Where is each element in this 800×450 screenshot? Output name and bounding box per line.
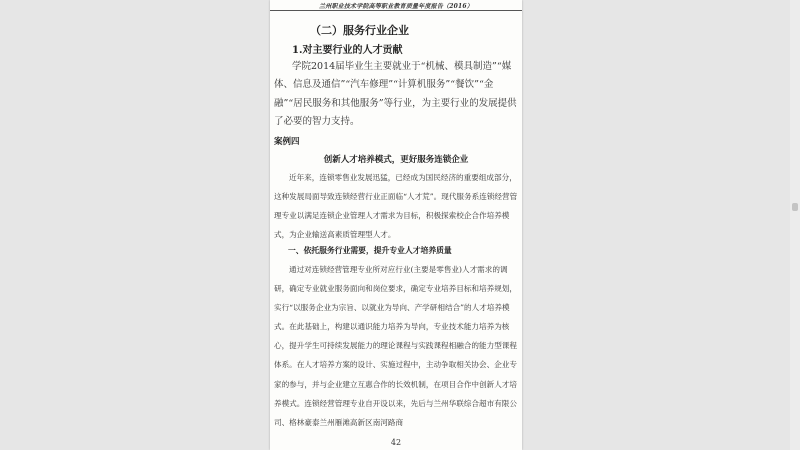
case-heading: 一、依托服务行业需要，提升专业人才培养质量 [288, 246, 452, 255]
body-paragraph: 学院2014届毕业生主要就业于“机械、模具制造”“媒体、信息及通信”“汽车修理”“计算机服务”“餐饮”“金融”“居民服务和其他服务”等行业，为主要行业的发展提供了必要的智力支持。 [274, 61, 517, 127]
case-label: 案例四 [274, 137, 300, 147]
header-divider [270, 10, 522, 11]
subsection-title: 1.对主要行业的人才贡献 [292, 45, 403, 56]
case-paragraph-2: 通过对连锁经营管理专业所对应行业(主要是零售业)人才需求的调研，确定专业就业服务面向和岗位要求，确定专业培养目标和培养规划，实行“以服务企业为宗旨、以就业为导向、产学研相结合”的人才培养模式。在此基础上，构建以通识能力培养为导向，专业技术能力培养为核心，提升学生可持续发展能力的理论课程与实践课程相融合的能力型课程体系。在人才培养方案的设计、实施过程中，主动争取相关协会、企业专家的参与，并与企业建立互惠合作的长效机制，在项目合作中创新人才培养模式。连锁经营管理专业自开设以来，先后与兰州华联综合超市有限公司、格林豪泰兰州雁滩高新区南河路商 [274, 265, 517, 427]
page-number: 42 [390, 438, 402, 447]
running-header: 兰州职业技术学院高等职业教育质量年度报告（2016） [319, 3, 473, 10]
document-page [270, 0, 522, 450]
case-title: 创新人才培养模式，更好服务连锁企业 [323, 155, 469, 165]
case-paragraph-1: 近年来，连锁零售业发展迅猛，已经成为国民经济的重要组成部分，这种发展局面导致连锁经营行业正面临“人才荒”。现代服务系连锁经营管理专业以满足连锁企业管理人才需求为目标，积极探索校企合作培养模式，为企业输送高素质管理型人才。 [274, 173, 518, 240]
scrollbar-thumb[interactable] [792, 203, 798, 211]
vertical-scrollbar[interactable] [790, 0, 800, 450]
section-title: （二）服务行业企业 [310, 24, 409, 37]
